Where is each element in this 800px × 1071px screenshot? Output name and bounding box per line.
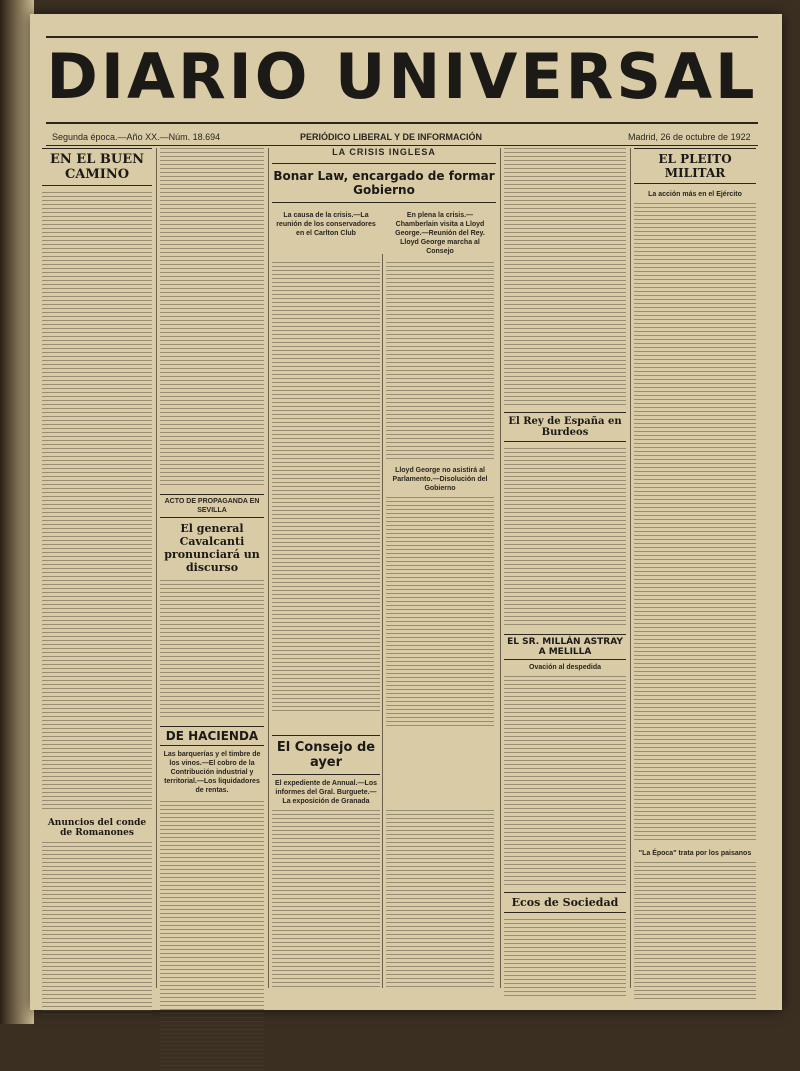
center-body-left bbox=[272, 262, 380, 712]
column-6 bbox=[634, 148, 756, 1002]
issue-date: Madrid, 26 de octubre de 1922 bbox=[628, 132, 751, 142]
center-lower-body-left bbox=[272, 810, 380, 990]
center-body-right-2 bbox=[386, 497, 494, 727]
book-spine bbox=[0, 0, 34, 1024]
center-right-stack bbox=[386, 262, 494, 727]
column-divider bbox=[156, 148, 157, 988]
col1-bottom-headline: Anuncios del conde de Romanones bbox=[47, 818, 147, 838]
col5-body-2 bbox=[504, 448, 626, 628]
center-lower-bodies bbox=[272, 810, 496, 990]
col1-headline: EN EL BUEN CAMINO bbox=[42, 148, 152, 186]
col6-sub: La acción más en el Ejército bbox=[648, 191, 742, 198]
center-lower-body-right bbox=[386, 810, 494, 990]
col6-body-2 bbox=[634, 862, 756, 1002]
center-body-right bbox=[386, 262, 494, 462]
column-divider bbox=[630, 148, 631, 988]
masthead-top-rule bbox=[46, 36, 758, 38]
col2-section: ACTO DE PROPAGANDA EN SEVILLA bbox=[160, 494, 264, 518]
col5-headline-3: Ecos de Sociedad bbox=[504, 892, 626, 913]
col5-body-3 bbox=[504, 676, 626, 886]
issue-info: Segunda época.—Año XX.—Núm. 18.694 bbox=[52, 132, 221, 142]
center-headline: Bonar Law, encargado de formar Gobierno bbox=[272, 163, 496, 203]
column-2 bbox=[160, 148, 264, 1071]
col5-sub-2: Ovación al despedida bbox=[529, 664, 601, 671]
col1-body bbox=[42, 192, 152, 812]
col2-box-headline: DE HACIENDA bbox=[160, 726, 264, 746]
center-sub-right: En plena la crisis.—Chamberlain visita a Lloyd George.—Reunión del Rey. Lloyd George marcha al Consejo bbox=[395, 212, 485, 255]
col5-body bbox=[504, 148, 626, 406]
column-1 bbox=[42, 148, 152, 1018]
newspaper-page bbox=[30, 14, 782, 1010]
col5-body-4 bbox=[504, 919, 626, 999]
col2-body bbox=[160, 148, 264, 488]
center-lower-sub: El expediente de Annual.—Los informes del Gral. Burguete.—La exposición de Granada bbox=[274, 780, 378, 805]
center-mid-sub: Lloyd George no asistirá al Parlamento.—Disolución del Gobierno bbox=[392, 467, 488, 492]
center-block bbox=[272, 148, 496, 990]
col2-body-3 bbox=[160, 801, 264, 1071]
center-kicker: LA CRISIS INGLESA bbox=[332, 147, 436, 157]
center-sub-left: La causa de la crisis.—La reunión de los conservadores en el Carlton Club bbox=[276, 212, 376, 237]
column-5 bbox=[504, 148, 626, 999]
column-divider bbox=[268, 148, 269, 988]
col1-bottom-body bbox=[42, 842, 152, 1018]
masthead-title: DIARIO UNIVERSAL bbox=[46, 40, 758, 113]
col6-headline: EL PLEITO MILITAR bbox=[634, 148, 756, 184]
center-bodies bbox=[272, 262, 496, 727]
subline-rule bbox=[46, 145, 758, 146]
col6-body bbox=[634, 203, 756, 843]
column-divider bbox=[500, 148, 501, 988]
col6-bottom-sub: "La Época" trata por los paisanos bbox=[638, 850, 752, 857]
col5-headline-2: EL SR. MILLÁN ASTRAY A MELILLA bbox=[504, 634, 626, 660]
center-subheads bbox=[272, 211, 496, 256]
paper-tagline: PERIÓDICO LIBERAL Y DE INFORMACIÓN bbox=[300, 132, 483, 142]
col5-headline: El Rey de España en Burdeos bbox=[504, 412, 626, 442]
masthead-bottom-rule bbox=[46, 122, 758, 124]
center-lower-headline: El Consejo de ayer bbox=[272, 735, 380, 775]
col2-body-2 bbox=[160, 580, 264, 720]
col2-headline: El general Cavalcanti pronunciará un discurso bbox=[164, 522, 260, 574]
col2-box-sub: Las barquerías y el timbre de los vinos.—El cobro de la Contribución industrial y territorial.—Los liquidadores de rentas. bbox=[163, 751, 261, 794]
